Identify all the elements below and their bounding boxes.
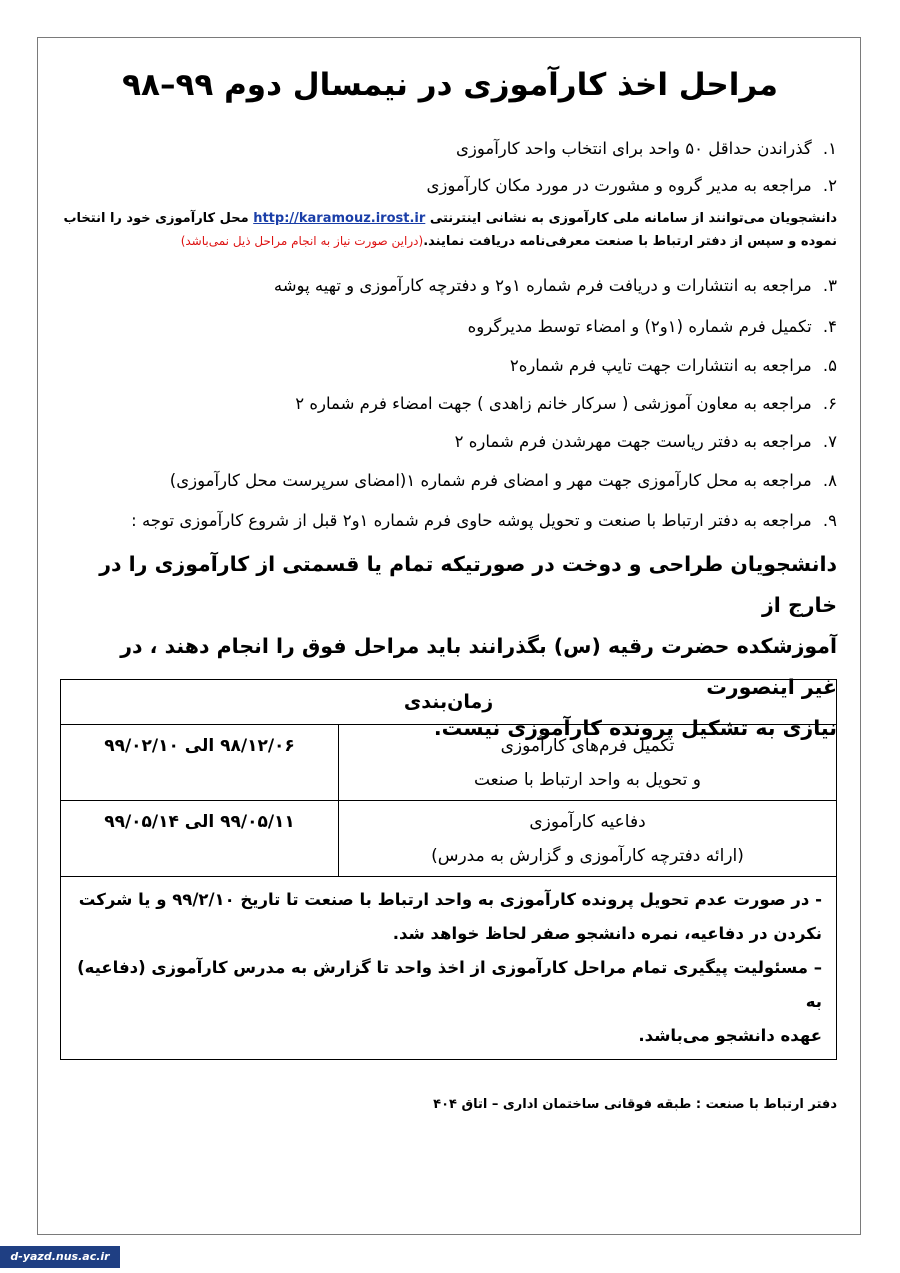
step-number: ۷. (822, 432, 837, 451)
notes-line: - در صورت عدم تحویل پرونده کارآموزی به واحد ارتباط با صنعت تا تاریخ ۹۹/۲/۱۰ و یا شرکت (78, 890, 822, 909)
karamouz-link[interactable]: http://karamouz.irost.ir (253, 211, 426, 226)
step-6 (57, 392, 837, 416)
step-text: مراجعه به دفتر ارتباط با صنعت و تحویل پوشه حاوی فرم شماره ۱و۲ قبل از شروع کارآموزی توجه : (131, 511, 812, 530)
note-text-2: محل کارآموزی خود را انتخاب (63, 211, 249, 226)
note-red-text: (دراین صورت نیاز به انجام مراحل ذیل نمی‌باشد) (180, 234, 424, 248)
note-text-1: دانشجویان می‌توانند از سامانه ملی کارآموزی به نشانی اینترنتی (429, 211, 837, 226)
notes-line: عهده دانشجو می‌باشد. (638, 1026, 822, 1045)
step-text: مراجعه به انتشارات و دریافت فرم شماره ۱و۲ و دفترچه کارآموزی و تهیه پوشه (273, 276, 812, 295)
page-title: مراحل اخذ کارآموزی در نیمسال دوم ۹۹–۹۸ (122, 67, 778, 103)
step-number: ۱. (822, 139, 837, 158)
table-row (61, 725, 837, 801)
step-text: مراجعه به انتشارات جهت تایپ فرم شماره۲ (509, 356, 812, 375)
activity-line: و تحویل به واحد ارتباط با صنعت (473, 770, 701, 790)
step-number: ۳. (822, 276, 837, 295)
step-1 (57, 137, 837, 161)
step-text: گذراندن حداقل ۵۰ واحد برای انتخاب واحد کارآموزی (455, 139, 812, 158)
schedule-table (60, 679, 837, 1060)
step-text: مراجعه به دفتر ریاست جهت مهرشدن فرم شماره ۲ (454, 432, 812, 451)
important-line: دانشجویان طراحی و دوخت در صورتیکه تمام یا قسمتی از کارآموزی را در خارج از (99, 552, 837, 617)
schedule-header: زمان‌بندی (61, 680, 837, 725)
step-8 (57, 469, 837, 493)
activity-line: (ارائه دفترچه کارآموزی و گزارش به مدرس) (431, 846, 744, 866)
step-3 (57, 274, 837, 298)
step-4 (57, 315, 837, 339)
step-number: ۸. (822, 471, 837, 490)
office-address: دفتر ارتباط با صنعت : طبقه فوقانی ساختمان اداری – اتاق ۴۰۴ (433, 1097, 837, 1112)
activity-line: تکمیل فرم‌های کارآموزی (500, 736, 675, 756)
step-2 (57, 174, 837, 198)
table-row (61, 801, 837, 877)
step-text: مراجعه به معاون آموزشی ( سرکار خانم زاهدی ) جهت امضاء فرم شماره ۲ (295, 394, 812, 413)
step-number: ۲. (822, 176, 837, 195)
step-7 (57, 430, 837, 454)
step-number: ۶. (822, 394, 837, 413)
step-number: ۹. (822, 511, 837, 530)
activity-cell (339, 725, 837, 801)
step-5 (57, 354, 837, 378)
important-line: نیازی به تشکیل پرونده کارآموزی نیست. (433, 716, 837, 740)
important-line: آموزشکده حضرت رقیه (س) بگذرانند باید مراحل فوق را انجام دهند ، در غیر اینصورت (120, 634, 837, 699)
step-number: ۴. (822, 317, 837, 336)
notes-line: – مسئولیت پیگیری تمام مراحل کارآموزی از اخذ واحد تا گزارش به مدرس کارآموزی (دفاعیه) به (77, 958, 822, 1011)
activity-cell (339, 801, 837, 877)
site-watermark: d-yazd.nus.ac.ir (0, 1246, 120, 1268)
step-number: ۵. (822, 356, 837, 375)
notes-line: نکردن در دفاعیه، نمره دانشجو صفر لحاظ خواهد شد. (392, 924, 822, 943)
schedule-notes (61, 877, 837, 1060)
step-text: مراجعه به محل کارآموزی جهت مهر و امضای فرم شماره ۱(امضای سرپرست محل کارآموزی) (169, 471, 812, 490)
dates-cell: ۹۹/۰۵/۱۱ الی ۹۹/۰۵/۱۴ (61, 801, 339, 877)
step-text: مراجعه به مدیر گروه و مشورت در مورد مکان کارآموزی (426, 176, 812, 195)
step-9 (57, 509, 837, 533)
dates-cell: ۹۸/۱۲/۰۶ الی ۹۹/۰۲/۱۰ (61, 725, 339, 801)
sample-note (57, 208, 837, 253)
step-text: تکمیل فرم شماره (۱و۲) و امضاء توسط مدیرگروه (467, 317, 812, 336)
activity-line: دفاعیه کارآموزی (529, 812, 646, 832)
note-text-3: نموده و سپس از دفتر ارتباط با صنعت معرفی‌نامه دریافت نمایند. (423, 234, 837, 249)
